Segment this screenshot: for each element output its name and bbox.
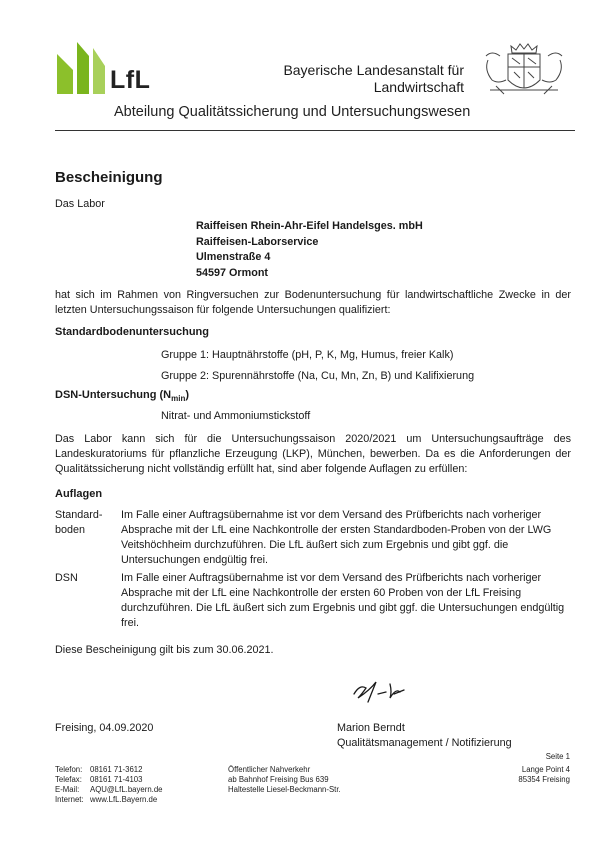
logo-text: LfL: [110, 66, 151, 94]
auflage-2-label: DSN: [55, 572, 78, 584]
address-line-4: 54597 Ormont: [196, 266, 269, 279]
group-2: Gruppe 2: Spurennährstoffe (Na, Cu, Mn, Zn, B) und Kalifixierung: [161, 370, 475, 382]
document-title: Bescheinigung: [55, 169, 163, 186]
section-dsn-subscript: min: [171, 394, 186, 404]
footer-address: [518, 765, 570, 785]
qualification-paragraph: hat sich im Rahmen von Ringversuchen zur Bodenuntersuchung für landwirtschaftliche Zwecke in der letzten Untersuchungssaison für folgende Untersuchungen qualifiziert:: [55, 289, 571, 316]
footer-address-line-2: 85354 Freising: [518, 775, 570, 784]
auflage-1-text: Im Falle einer Auftragsübernahme ist vor dem Versand des Prüfberichts nach vorheriger Absprache mit der LfL eine Nachkontrolle der ersten Standardboden-Proben von der LWG Veitshöchheim durchzuführen. Die LfL äußert sich zum Ergebnis und gibt ggf. die Untersuchungen endgültig frei.: [121, 509, 552, 566]
lab-address: [196, 219, 423, 281]
validity-statement: Diese Bescheinigung gilt bis zum 30.06.2021.: [55, 644, 274, 656]
footer-contact-labels: [55, 765, 84, 805]
auflage-2-text: Im Falle einer Auftragsübernahme ist vor dem Versand des Prüfberichts nach vorheriger Absprache mit der LfL eine Nachkontrolle der ersten 60 Proben von der LfL Freising durchzuführen. Die LfL äußert sich zum Ergebnis und gibt ggf. die Untersuchungen endgültig frei.: [121, 572, 565, 629]
signer-role: Qualitätsmanagement / Notifizierung: [337, 737, 512, 749]
transit-line-3: Haltestelle Liesel-Beckmann-Str.: [228, 785, 341, 794]
label-email: E-Mail:: [55, 785, 80, 794]
auflage-1-label-line-1: Standard-: [55, 509, 103, 521]
institution-line-2: Landwirtschaft: [373, 79, 464, 95]
address-line-3: Ulmenstraße 4: [196, 251, 271, 263]
label-phone: Telefon:: [55, 765, 83, 774]
signer-name: Marion Berndt: [337, 722, 405, 734]
label-internet: Internet:: [55, 795, 84, 804]
page-number: Seite 1: [545, 752, 570, 761]
label-fax: Telefax:: [55, 775, 82, 784]
institution-name: [283, 62, 464, 96]
handwritten-signature: [350, 672, 412, 706]
place-date: Freising, 04.09.2020: [55, 722, 154, 734]
email-link[interactable]: AQU@LfL.bayern.de: [90, 785, 163, 794]
address-line-1: Raiffeisen Rhein-Ahr-Eifel Handelsges. mbH: [196, 220, 423, 232]
website-link[interactable]: www.LfL.Bayern.de: [90, 795, 158, 804]
application-paragraph: Das Labor kann sich für die Untersuchungssaison 2020/2021 um Untersuchungsaufträge des Landeskuratoriums für pflanzliche Erzeugung (LKP), München, bewerben. Da es die Anforderungen der Qualitätssicherung nicht vollständig erfüllt hat, sind aber folgende Auflagen zu erfüllen:: [55, 433, 571, 475]
header-divider: [55, 130, 575, 131]
group-1: Gruppe 1: Hauptnährstoffe (pH, P, K, Mg, Humus, freier Kalk): [161, 349, 454, 361]
section-standard-soil: Standardbodenuntersuchung: [55, 326, 209, 338]
footer-address-line-1: Lange Point 4: [521, 765, 570, 774]
section-dsn: [55, 389, 189, 403]
transit-line-1: Öffentlicher Nahverkehr: [228, 765, 311, 774]
auflage-1-label-line-2: boden: [55, 524, 86, 536]
address-line-2: Raiffeisen-Laborservice: [196, 235, 319, 248]
section-dsn-label: DSN-Untersuchung (N: [55, 389, 172, 401]
footer-transit: [228, 765, 341, 795]
fax-number: 08161 71-4103: [90, 775, 143, 784]
intro-text: Das Labor: [55, 198, 105, 210]
section-dsn-close: ): [185, 389, 190, 401]
bavarian-coat-of-arms-icon: [478, 40, 570, 98]
institution-line-1: Bayerische Landesanstalt für: [283, 62, 464, 78]
department-name: Abteilung Qualitätssicherung und Untersuchungswesen: [114, 104, 471, 120]
section-auflagen: Auflagen: [55, 488, 103, 500]
phone-number: 08161 71-3612: [90, 765, 143, 774]
dsn-item: Nitrat- und Ammoniumstickstoff: [161, 410, 311, 422]
auflage-1-label: [55, 508, 102, 538]
transit-line-2: ab Bahnhof Freising Bus 639: [228, 775, 329, 784]
footer-contact-values: [90, 765, 163, 805]
